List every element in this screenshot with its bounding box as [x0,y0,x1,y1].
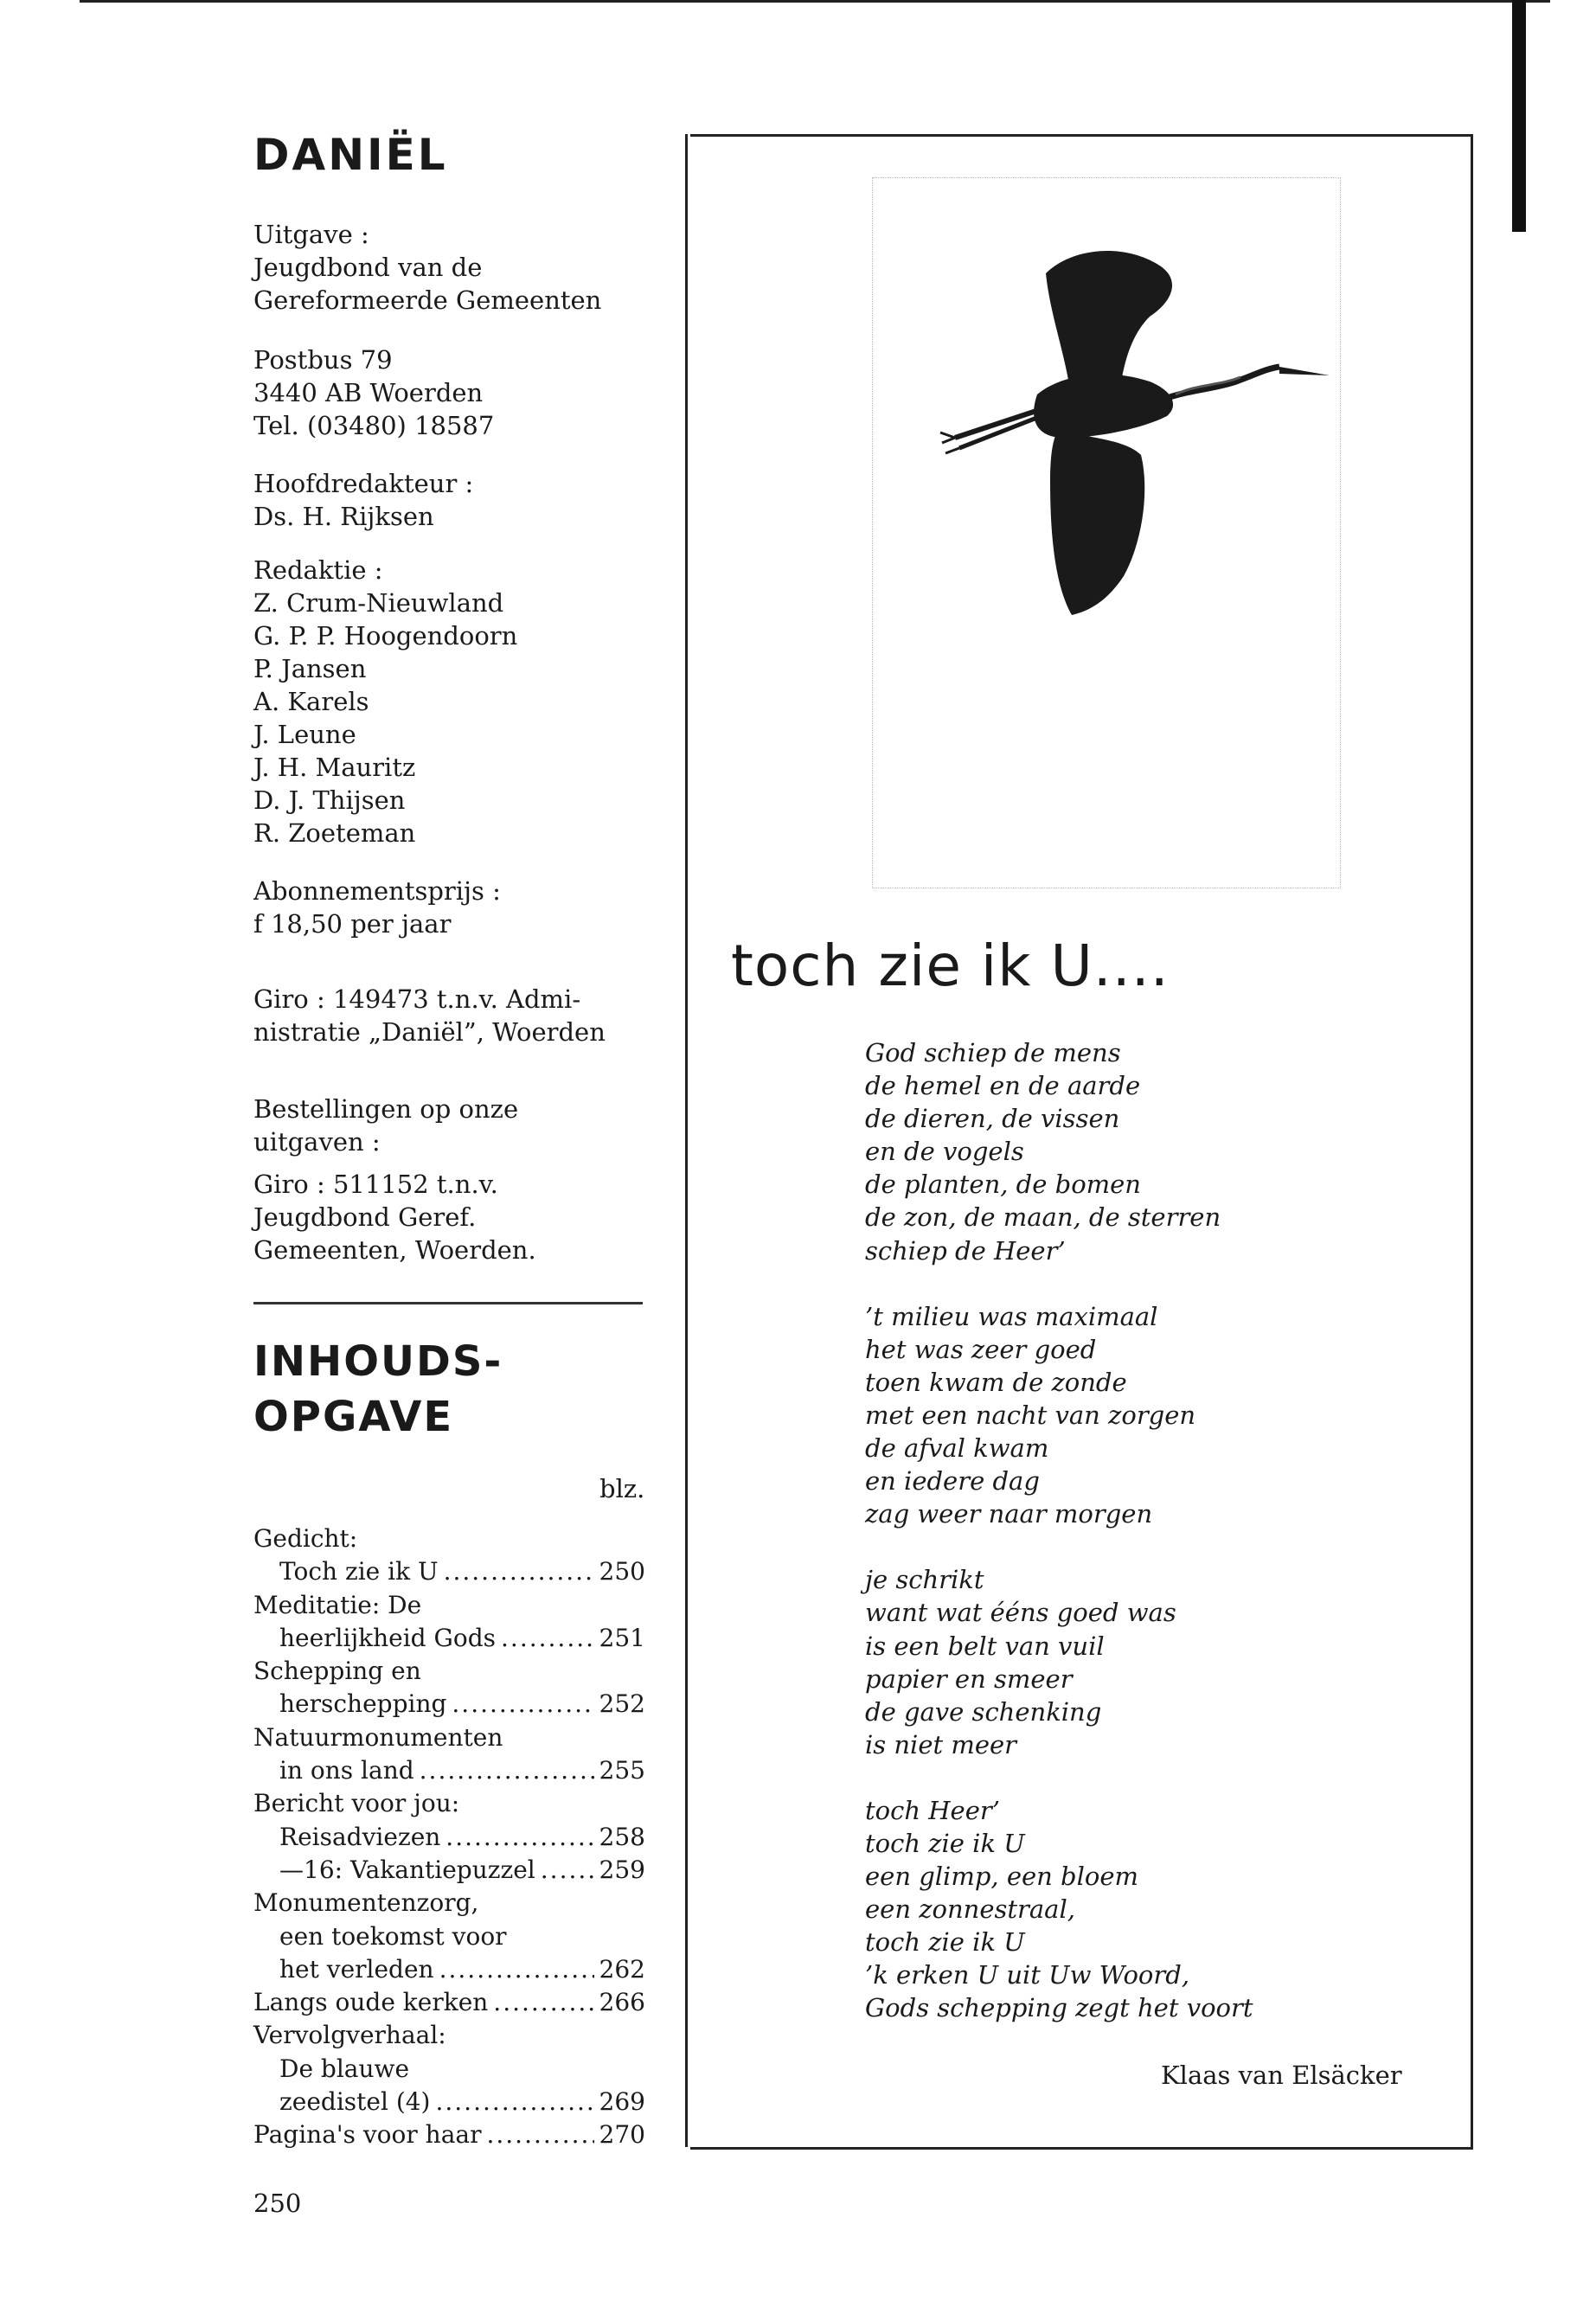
toc-dot-leader [452,1688,593,1721]
page-number: 250 [253,2189,302,2218]
staff-member: J. Leune [253,720,356,749]
toc-entry-title: heerlijkheid Gods [279,1623,497,1652]
toc-entry [253,1854,645,1887]
toc-entry [253,1821,645,1854]
poem-title: toch zie ik U.... [731,933,1170,999]
top-rule [80,0,1550,3]
poem-line: ’t milieu was maximaal [865,1301,1158,1331]
toc-list [253,1522,645,2152]
toc-entry-page: 270 [599,2120,645,2150]
editor-block [253,467,473,533]
toc-page-column-label: blz. [599,1474,645,1503]
address-line: 3440 AB Woerden [253,378,484,407]
toc-category: Natuurmonumenten [253,1722,503,1752]
poem-stanza [865,1563,1253,1761]
poem-line: ’k erken U uit Uw Woord, [865,1960,1190,1990]
toc-entry-page: 255 [599,1756,645,1785]
orders-giro-block [253,1168,536,1266]
publisher-line: Jeugdbond van de [253,253,483,282]
toc-entry [253,1555,645,1588]
toc-entry-page: 262 [599,1954,645,1984]
staff-member: G. P. P. Hoogendoorn [253,621,518,651]
poem-stanza [865,1300,1253,1531]
poem-line: want wat ééns goed was [865,1598,1176,1628]
toc-entry-title: het verleden [279,1954,434,1984]
orders-label: uitgaven : [253,1127,381,1157]
toc-entry-page: 266 [599,1988,645,2017]
poem-line: een glimp, een bloem [865,1862,1139,1892]
poem-line: met een nacht van zorgen [865,1400,1196,1430]
toc-category: Gedicht: [253,1524,358,1553]
toc-dot-leader [486,2118,593,2151]
toc-entry [253,1622,645,1655]
orders-giro-line: Gemeenten, Woerden. [253,1235,536,1265]
subscription-block [253,875,501,940]
giro-line: Giro : 149473 t.n.v. Admi- [253,984,581,1014]
poem-body [865,1036,1253,2058]
staff-member: R. Zoeteman [253,818,416,848]
toc-entry-page: 269 [599,2087,645,2117]
toc-dot-leader [541,1854,594,1887]
poem-line: is een belt van vuil [865,1631,1105,1661]
orders-block [253,1093,518,1158]
toc-entry [253,2086,645,2118]
toc-dot-leader [435,2086,593,2118]
poem-line: Gods schepping zegt het voort [865,1993,1253,2023]
toc-category: Bericht voor jou: [253,1789,460,1818]
toc-category: een toekomst voor [279,1921,507,1951]
poem-line: toch zie ik U [865,1828,1025,1858]
toc-entry-title: zeedistel (4) [279,2087,431,2117]
poem-line: toch Heer’ [865,1795,1000,1825]
toc-category: Schepping en [253,1657,421,1686]
editor-name: Ds. H. Rijksen [253,502,434,531]
toc-entry [253,1953,645,1986]
toc-dot-leader [501,1622,594,1655]
subscription-price: f 18,50 per jaar [253,909,452,939]
toc-entry [253,1986,645,2019]
toc-entry-title: herschepping [279,1689,447,1719]
staff-label: Redaktie : [253,555,383,585]
giro-block [253,983,606,1048]
toc-entry [253,2118,645,2151]
toc-dot-leader [444,1555,594,1588]
orders-giro-line: Giro : 511152 t.n.v. [253,1170,498,1199]
orders-label: Bestellingen op onze [253,1094,519,1124]
address-block [253,343,494,442]
poem-line: toen kwam de zonde [865,1367,1127,1397]
publisher-line: Gereformeerde Gemeenten [253,285,602,315]
toc-category: De blauwe [279,2054,410,2083]
toc-entry-title: Langs oude kerken [253,1988,489,2017]
staff-block [253,554,517,849]
poem-line: een zonnestraal, [865,1894,1075,1925]
address-line: Postbus 79 [253,345,393,375]
address-line: Tel. (03480) 18587 [253,411,495,440]
poem-line: is niet meer [865,1729,1017,1759]
section-divider [253,1302,643,1304]
poem-line: de dieren, de vissen [865,1104,1120,1134]
toc-category: Vervolgverhaal: [253,2021,446,2050]
poem-author: Klaas van Elsäcker [1161,2061,1402,2090]
staff-member: A. Karels [253,687,369,716]
orders-giro-line: Jeugdbond Geref. [253,1202,477,1232]
poem-line: het was zeer goed [865,1334,1097,1364]
staff-member: P. Jansen [253,654,367,683]
poem-line: je schrikt [865,1565,984,1595]
toc-entry [253,1688,645,1721]
poem-stanza [865,1036,1253,1267]
poem-line: en iedere dag [865,1466,1040,1497]
editor-label: Hoofdredakteur : [253,469,474,498]
toc-entry-title: Reisadviezen [279,1822,441,1851]
toc-entry-title: Toch zie ik U [279,1557,439,1586]
toc-entry-title: —16: Vakantiepuzzel [279,1855,535,1884]
toc-entry-page: 250 [599,1557,645,1586]
toc-entry-title: Pagina's voor haar [253,2120,482,2150]
magazine-title: DANIËL [253,130,448,180]
poem-line: de afval kwam [865,1433,1049,1464]
poem-stanza [865,1794,1253,2025]
toc-entry-page: 251 [599,1623,645,1652]
toc-title-line: INHOUDS- [253,1337,503,1386]
toc-title-line: OPGAVE [253,1393,454,1441]
poem-line: en de vogels [865,1137,1024,1167]
subscription-label: Abonnementsprijs : [253,876,501,906]
toc-title [253,1334,503,1445]
toc-entry-page: 252 [599,1689,645,1719]
heron-in-flight-icon [873,178,1340,888]
poem-line: de gave schenking [865,1696,1102,1727]
toc-category: Meditatie: De [253,1590,422,1619]
publisher-label: Uitgave : [253,220,369,249]
toc-entry-title: in ons land [279,1756,414,1785]
toc-entry-page: 258 [599,1822,645,1851]
toc-category: Monumentenzorg, [253,1888,479,1918]
page-edge-bar [1512,0,1526,232]
toc-entry-page: 259 [599,1855,645,1884]
frame-left-border [685,134,688,2147]
giro-line: nistratie „Daniël”, Woerden [253,1017,606,1047]
poem-line: papier en smeer [865,1663,1073,1694]
staff-member: Z. Crum-Nieuwland [253,588,504,618]
poem-line: God schiep de mens [865,1038,1121,1067]
poem-line: de planten, de bomen [865,1170,1141,1200]
toc-dot-leader [493,1986,593,2019]
toc-entry [253,1754,645,1787]
toc-dot-leader [445,1821,593,1854]
poem-line: de zon, de maan, de sterren [865,1202,1221,1233]
toc-dot-leader [439,1953,594,1986]
toc-dot-leader [420,1754,594,1787]
staff-member: D. J. Thijsen [253,785,406,815]
heron-photo [872,177,1341,888]
poem-line: toch zie ik U [865,1927,1025,1958]
poem-line: zag weer naar morgen [865,1499,1153,1529]
publisher-block [253,218,601,317]
poem-line: schiep de Heer’ [865,1235,1066,1266]
poem-line: de hemel en de aarde [865,1071,1141,1101]
staff-member: J. H. Mauritz [253,753,416,782]
